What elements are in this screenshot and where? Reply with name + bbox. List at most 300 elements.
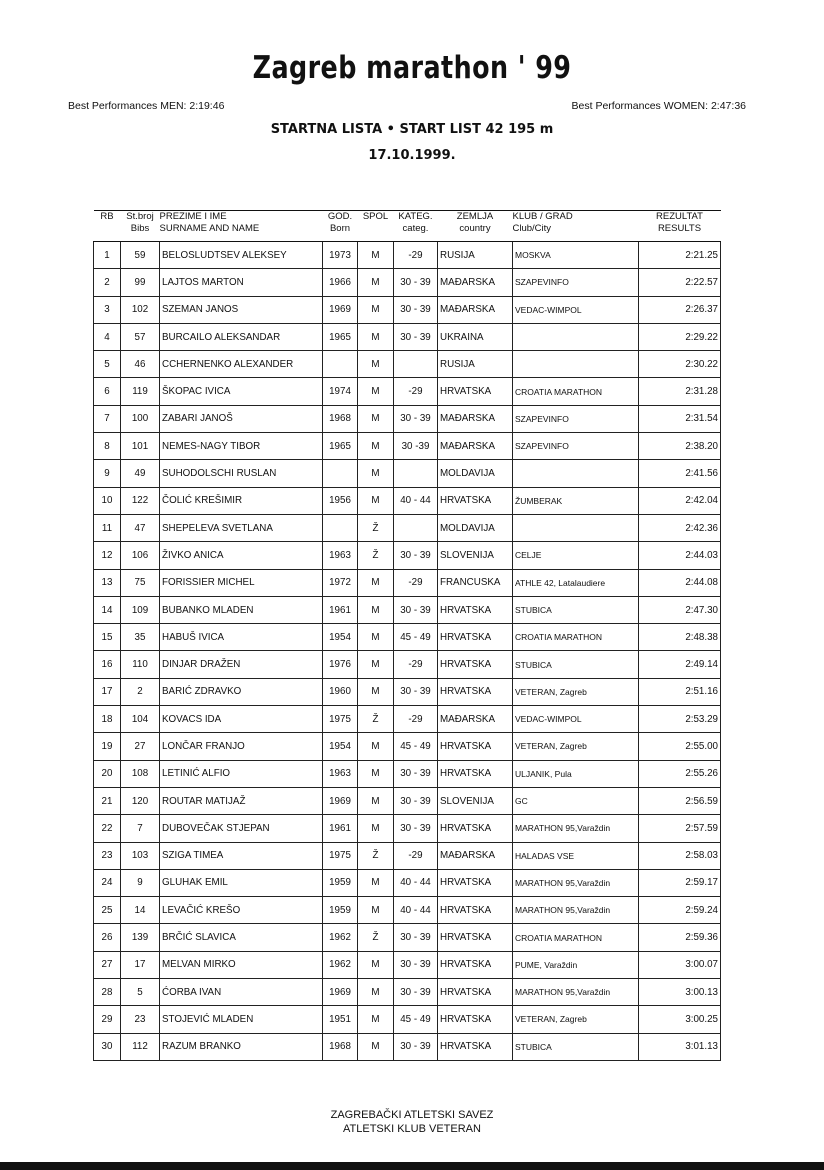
club-cell: [513, 351, 639, 378]
bib-number-cell: 47: [121, 514, 160, 541]
start-list-table: [93, 210, 721, 1061]
row-number-cell: 6: [94, 378, 121, 405]
result-cell: 2:30.22: [639, 351, 721, 378]
footer-line-2: ATLETSKI KLUB VETERAN: [343, 1123, 481, 1135]
result-cell: 3:00.07: [639, 951, 721, 978]
sex-cell: Ž: [358, 542, 394, 569]
header-name: PREZIME I IME SURNAME AND NAME: [160, 211, 323, 242]
bib-number-cell: 103: [121, 842, 160, 869]
table-row: [94, 269, 721, 296]
table-row: [94, 323, 721, 350]
sex-cell: Ž: [358, 924, 394, 951]
table-row: [94, 706, 721, 733]
result-cell: 2:59.36: [639, 924, 721, 951]
country-cell: SLOVENIJA: [438, 787, 513, 814]
row-number-cell: 28: [94, 979, 121, 1006]
bib-number-cell: 2: [121, 678, 160, 705]
sex-cell: M: [358, 651, 394, 678]
club-cell: VEDAC-WIMPOL: [513, 296, 639, 323]
birth-year-cell: 1969: [323, 296, 358, 323]
club-cell: MARATHON 95,Varaždin: [513, 815, 639, 842]
category-cell: 30 - 39: [394, 269, 438, 296]
birth-year-cell: 1961: [323, 596, 358, 623]
sex-cell: M: [358, 733, 394, 760]
birth-year-cell: 1959: [323, 897, 358, 924]
club-cell: CROATIA MARATHON: [513, 924, 639, 951]
sex-cell: M: [358, 351, 394, 378]
table-row: [94, 624, 721, 651]
page-title: Zagreb marathon ' 99: [252, 50, 572, 86]
birth-year-cell: 1975: [323, 842, 358, 869]
club-cell: ŽUMBERAK: [513, 487, 639, 514]
country-cell: HRVATSKA: [438, 897, 513, 924]
table-row: [94, 569, 721, 596]
table-row: [94, 596, 721, 623]
athlete-name-cell: ŠKOPAC IVICA: [160, 378, 323, 405]
table-header-row: [94, 211, 721, 242]
result-cell: 2:44.03: [639, 542, 721, 569]
sex-cell: M: [358, 378, 394, 405]
country-cell: MOLDAVIJA: [438, 460, 513, 487]
country-cell: HRVATSKA: [438, 924, 513, 951]
athlete-name-cell: HABUŠ IVICA: [160, 624, 323, 651]
result-cell: 3:01.13: [639, 1033, 721, 1060]
club-cell: VETERAN, Zagreb: [513, 1006, 639, 1033]
athlete-name-cell: ĆORBA IVAN: [160, 979, 323, 1006]
sex-cell: M: [358, 269, 394, 296]
header-born: GOD. Born: [323, 211, 358, 242]
sex-cell: Ž: [358, 706, 394, 733]
row-number-cell: 5: [94, 351, 121, 378]
bib-number-cell: 59: [121, 242, 160, 269]
scan-edge-bar: [0, 1162, 824, 1170]
birth-year-cell: 1954: [323, 624, 358, 651]
country-cell: SLOVENIJA: [438, 542, 513, 569]
club-cell: ULJANIK, Pula: [513, 760, 639, 787]
birth-year-cell: 1969: [323, 979, 358, 1006]
birth-year-cell: 1959: [323, 869, 358, 896]
row-number-cell: 24: [94, 869, 121, 896]
bib-number-cell: 17: [121, 951, 160, 978]
country-cell: HRVATSKA: [438, 378, 513, 405]
category-cell: 45 - 49: [394, 733, 438, 760]
bib-number-cell: 99: [121, 269, 160, 296]
result-cell: 2:55.26: [639, 760, 721, 787]
birth-year-cell: 1974: [323, 378, 358, 405]
table-row: [94, 487, 721, 514]
table-row: [94, 897, 721, 924]
row-number-cell: 11: [94, 514, 121, 541]
table-row: [94, 951, 721, 978]
athlete-name-cell: LEVAČIĆ KREŠO: [160, 897, 323, 924]
sex-cell: M: [358, 569, 394, 596]
country-cell: HRVATSKA: [438, 815, 513, 842]
result-cell: 2:59.24: [639, 897, 721, 924]
category-cell: -29: [394, 378, 438, 405]
athlete-name-cell: CCHERNENKO ALEXANDER: [160, 351, 323, 378]
sex-cell: Ž: [358, 842, 394, 869]
club-cell: [513, 514, 639, 541]
birth-year-cell: 1976: [323, 651, 358, 678]
country-cell: HRVATSKA: [438, 596, 513, 623]
table-row: [94, 405, 721, 432]
table-row: [94, 460, 721, 487]
athlete-name-cell: BRČIĆ SLAVICA: [160, 924, 323, 951]
start-list-subtitle: STARTNA LISTA • START LIST 42 195 m: [270, 122, 554, 137]
club-cell: VETERAN, Zagreb: [513, 678, 639, 705]
athlete-name-cell: SZEMAN JANOS: [160, 296, 323, 323]
club-cell: SZAPEVINFO: [513, 433, 639, 460]
athlete-name-cell: NEMES-NAGY TIBOR: [160, 433, 323, 460]
result-cell: 2:51.16: [639, 678, 721, 705]
sex-cell: M: [358, 951, 394, 978]
athlete-name-cell: GLUHAK EMIL: [160, 869, 323, 896]
table-row: [94, 296, 721, 323]
row-number-cell: 18: [94, 706, 121, 733]
sex-cell: M: [358, 1033, 394, 1060]
bib-number-cell: 101: [121, 433, 160, 460]
category-cell: 40 - 44: [394, 897, 438, 924]
table-row: [94, 869, 721, 896]
bib-number-cell: 75: [121, 569, 160, 596]
result-cell: 2:29.22: [639, 323, 721, 350]
birth-year-cell: 1961: [323, 815, 358, 842]
result-cell: 2:44.08: [639, 569, 721, 596]
athlete-name-cell: SUHODOLSCHI RUSLAN: [160, 460, 323, 487]
result-cell: 2:38.20: [639, 433, 721, 460]
country-cell: MAĐARSKA: [438, 269, 513, 296]
header-club: KLUB / GRAD Club/City: [513, 211, 639, 242]
row-number-cell: 25: [94, 897, 121, 924]
bib-number-cell: 35: [121, 624, 160, 651]
bib-number-cell: 109: [121, 596, 160, 623]
athlete-name-cell: BURCAILO ALEKSANDAR: [160, 323, 323, 350]
club-cell: VETERAN, Zagreb: [513, 733, 639, 760]
sex-cell: M: [358, 405, 394, 432]
category-cell: 30 -39: [394, 433, 438, 460]
bib-number-cell: 102: [121, 296, 160, 323]
bib-number-cell: 27: [121, 733, 160, 760]
sex-cell: Ž: [358, 514, 394, 541]
athlete-name-cell: RAZUM BRANKO: [160, 1033, 323, 1060]
result-cell: 2:42.04: [639, 487, 721, 514]
row-number-cell: 4: [94, 323, 121, 350]
header-rb: RB: [94, 211, 121, 242]
sex-cell: M: [358, 760, 394, 787]
club-cell: PUME, Varaždin: [513, 951, 639, 978]
sex-cell: M: [358, 897, 394, 924]
birth-year-cell: [323, 460, 358, 487]
category-cell: 30 - 39: [394, 951, 438, 978]
athlete-name-cell: BARIĆ ZDRAVKO: [160, 678, 323, 705]
bib-number-cell: 14: [121, 897, 160, 924]
country-cell: HRVATSKA: [438, 624, 513, 651]
birth-year-cell: 1966: [323, 269, 358, 296]
club-cell: STUBICA: [513, 1033, 639, 1060]
result-cell: 2:22.57: [639, 269, 721, 296]
bib-number-cell: 57: [121, 323, 160, 350]
sex-cell: M: [358, 815, 394, 842]
table-row: [94, 760, 721, 787]
category-cell: [394, 460, 438, 487]
birth-year-cell: 1956: [323, 487, 358, 514]
table-row: [94, 433, 721, 460]
birth-year-cell: 1973: [323, 242, 358, 269]
table-row: [94, 1006, 721, 1033]
table-row: [94, 542, 721, 569]
result-cell: 2:55.00: [639, 733, 721, 760]
birth-year-cell: 1962: [323, 924, 358, 951]
club-cell: MARATHON 95,Varaždin: [513, 979, 639, 1006]
category-cell: -29: [394, 842, 438, 869]
birth-year-cell: 1965: [323, 323, 358, 350]
athlete-name-cell: ROUTAR MATIJAŽ: [160, 787, 323, 814]
athlete-name-cell: LONČAR FRANJO: [160, 733, 323, 760]
table-row: [94, 378, 721, 405]
table-row: [94, 787, 721, 814]
result-cell: 3:00.13: [639, 979, 721, 1006]
row-number-cell: 27: [94, 951, 121, 978]
athlete-name-cell: BELOSLUDTSEV ALEKSEY: [160, 242, 323, 269]
bib-number-cell: 112: [121, 1033, 160, 1060]
club-cell: GC: [513, 787, 639, 814]
country-cell: HRVATSKA: [438, 733, 513, 760]
bib-number-cell: 106: [121, 542, 160, 569]
result-cell: 2:49.14: [639, 651, 721, 678]
footer-line-1: ZAGREBAČKI ATLETSKI SAVEZ: [330, 1109, 494, 1121]
row-number-cell: 14: [94, 596, 121, 623]
birth-year-cell: 1972: [323, 569, 358, 596]
athlete-name-cell: KOVACS IDA: [160, 706, 323, 733]
country-cell: HRVATSKA: [438, 651, 513, 678]
country-cell: MAĐARSKA: [438, 296, 513, 323]
birth-year-cell: 1963: [323, 542, 358, 569]
athlete-name-cell: DUBOVEČAK STJEPAN: [160, 815, 323, 842]
sex-cell: M: [358, 487, 394, 514]
bib-number-cell: 122: [121, 487, 160, 514]
row-number-cell: 20: [94, 760, 121, 787]
country-cell: HRVATSKA: [438, 1006, 513, 1033]
category-cell: -29: [394, 242, 438, 269]
row-number-cell: 19: [94, 733, 121, 760]
header-country: ZEMLJA country: [438, 211, 513, 242]
result-cell: 2:21.25: [639, 242, 721, 269]
country-cell: FRANCUSKA: [438, 569, 513, 596]
header-bib: St.broj Bibs: [121, 211, 160, 242]
sex-cell: M: [358, 1006, 394, 1033]
birth-year-cell: 1965: [323, 433, 358, 460]
race-date: 17.10.1999.: [368, 148, 456, 163]
category-cell: 30 - 39: [394, 596, 438, 623]
bib-number-cell: 46: [121, 351, 160, 378]
result-cell: 2:53.29: [639, 706, 721, 733]
category-cell: 30 - 39: [394, 760, 438, 787]
row-number-cell: 30: [94, 1033, 121, 1060]
country-cell: HRVATSKA: [438, 951, 513, 978]
table-row: [94, 351, 721, 378]
best-performance-men: Best Performances MEN: 2:19:46: [68, 100, 225, 112]
category-cell: 30 - 39: [394, 979, 438, 1006]
birth-year-cell: 1954: [323, 733, 358, 760]
category-cell: 40 - 44: [394, 487, 438, 514]
result-cell: 2:57.59: [639, 815, 721, 842]
row-number-cell: 22: [94, 815, 121, 842]
best-performance-women: Best Performances WOMEN: 2:47:36: [571, 100, 746, 112]
country-cell: HRVATSKA: [438, 869, 513, 896]
birth-year-cell: 1968: [323, 405, 358, 432]
athlete-name-cell: LETINIĆ ALFIO: [160, 760, 323, 787]
result-cell: 2:26.37: [639, 296, 721, 323]
bib-number-cell: 7: [121, 815, 160, 842]
header-category: KATEG. categ.: [394, 211, 438, 242]
club-cell: CROATIA MARATHON: [513, 378, 639, 405]
bib-number-cell: 5: [121, 979, 160, 1006]
category-cell: 40 - 44: [394, 869, 438, 896]
result-cell: 2:47.30: [639, 596, 721, 623]
country-cell: RUSIJA: [438, 351, 513, 378]
birth-year-cell: [323, 351, 358, 378]
birth-year-cell: 1960: [323, 678, 358, 705]
sex-cell: M: [358, 596, 394, 623]
bib-number-cell: 120: [121, 787, 160, 814]
bib-number-cell: 49: [121, 460, 160, 487]
birth-year-cell: [323, 514, 358, 541]
athlete-name-cell: SHEPELEVA SVETLANA: [160, 514, 323, 541]
table-row: [94, 514, 721, 541]
athlete-name-cell: ZABARI JANOŠ: [160, 405, 323, 432]
table-row: [94, 924, 721, 951]
athlete-name-cell: SZIGA TIMEA: [160, 842, 323, 869]
footer-organizers: [0, 1108, 824, 1136]
result-cell: 2:59.17: [639, 869, 721, 896]
country-cell: HRVATSKA: [438, 678, 513, 705]
club-cell: SZAPEVINFO: [513, 269, 639, 296]
sex-cell: M: [358, 460, 394, 487]
athlete-name-cell: ŽIVKO ANICA: [160, 542, 323, 569]
category-cell: -29: [394, 706, 438, 733]
table-row: [94, 979, 721, 1006]
category-cell: [394, 514, 438, 541]
row-number-cell: 10: [94, 487, 121, 514]
bib-number-cell: 104: [121, 706, 160, 733]
row-number-cell: 8: [94, 433, 121, 460]
result-cell: 2:31.54: [639, 405, 721, 432]
country-cell: MAĐARSKA: [438, 433, 513, 460]
bib-number-cell: 139: [121, 924, 160, 951]
result-cell: 2:42.36: [639, 514, 721, 541]
bib-number-cell: 110: [121, 651, 160, 678]
birth-year-cell: 1963: [323, 760, 358, 787]
athlete-name-cell: BUBANKO MLADEN: [160, 596, 323, 623]
country-cell: MOLDAVIJA: [438, 514, 513, 541]
category-cell: -29: [394, 651, 438, 678]
club-cell: [513, 323, 639, 350]
club-cell: STUBICA: [513, 651, 639, 678]
category-cell: 30 - 39: [394, 787, 438, 814]
row-number-cell: 23: [94, 842, 121, 869]
bib-number-cell: 23: [121, 1006, 160, 1033]
sex-cell: M: [358, 869, 394, 896]
table-row: [94, 842, 721, 869]
row-number-cell: 9: [94, 460, 121, 487]
sex-cell: M: [358, 624, 394, 651]
category-cell: 30 - 39: [394, 405, 438, 432]
club-cell: CROATIA MARATHON: [513, 624, 639, 651]
row-number-cell: 13: [94, 569, 121, 596]
country-cell: HRVATSKA: [438, 487, 513, 514]
result-cell: 2:48.38: [639, 624, 721, 651]
category-cell: 30 - 39: [394, 815, 438, 842]
row-number-cell: 12: [94, 542, 121, 569]
result-cell: 2:31.28: [639, 378, 721, 405]
row-number-cell: 2: [94, 269, 121, 296]
row-number-cell: 16: [94, 651, 121, 678]
row-number-cell: 26: [94, 924, 121, 951]
header-sex: SPOL: [358, 211, 394, 242]
sex-cell: M: [358, 323, 394, 350]
sex-cell: M: [358, 433, 394, 460]
bib-number-cell: 108: [121, 760, 160, 787]
athlete-name-cell: FORISSIER MICHEL: [160, 569, 323, 596]
country-cell: MAĐARSKA: [438, 706, 513, 733]
birth-year-cell: 1962: [323, 951, 358, 978]
country-cell: HRVATSKA: [438, 760, 513, 787]
category-cell: 30 - 39: [394, 296, 438, 323]
table-row: [94, 651, 721, 678]
club-cell: CELJE: [513, 542, 639, 569]
category-cell: 30 - 39: [394, 924, 438, 951]
category-cell: 30 - 39: [394, 678, 438, 705]
birth-year-cell: 1975: [323, 706, 358, 733]
sex-cell: M: [358, 242, 394, 269]
sex-cell: M: [358, 678, 394, 705]
row-number-cell: 15: [94, 624, 121, 651]
club-cell: SZAPEVINFO: [513, 405, 639, 432]
sex-cell: M: [358, 979, 394, 1006]
result-cell: 2:56.59: [639, 787, 721, 814]
category-cell: 45 - 49: [394, 1006, 438, 1033]
category-cell: -29: [394, 569, 438, 596]
athlete-name-cell: DINJAR DRAŽEN: [160, 651, 323, 678]
result-cell: 2:41.56: [639, 460, 721, 487]
category-cell: 30 - 39: [394, 323, 438, 350]
athlete-name-cell: LAJTOS MARTON: [160, 269, 323, 296]
bib-number-cell: 100: [121, 405, 160, 432]
row-number-cell: 29: [94, 1006, 121, 1033]
club-cell: ATHLE 42, Latalaudiere: [513, 569, 639, 596]
club-cell: MOSKVA: [513, 242, 639, 269]
club-cell: MARATHON 95,Varaždin: [513, 897, 639, 924]
table-row: [94, 1033, 721, 1060]
bib-number-cell: 9: [121, 869, 160, 896]
country-cell: MAĐARSKA: [438, 405, 513, 432]
athlete-name-cell: STOJEVIĆ MLADEN: [160, 1006, 323, 1033]
country-cell: UKRAINA: [438, 323, 513, 350]
category-cell: 45 - 49: [394, 624, 438, 651]
result-cell: 2:58.03: [639, 842, 721, 869]
row-number-cell: 17: [94, 678, 121, 705]
table-row: [94, 733, 721, 760]
table-row: [94, 242, 721, 269]
country-cell: MAĐARSKA: [438, 842, 513, 869]
sex-cell: M: [358, 787, 394, 814]
category-cell: [394, 351, 438, 378]
club-cell: [513, 460, 639, 487]
club-cell: MARATHON 95,Varaždin: [513, 869, 639, 896]
club-cell: VEDAC-WIMPOL: [513, 706, 639, 733]
category-cell: 30 - 39: [394, 542, 438, 569]
club-cell: HALADAS VSE: [513, 842, 639, 869]
